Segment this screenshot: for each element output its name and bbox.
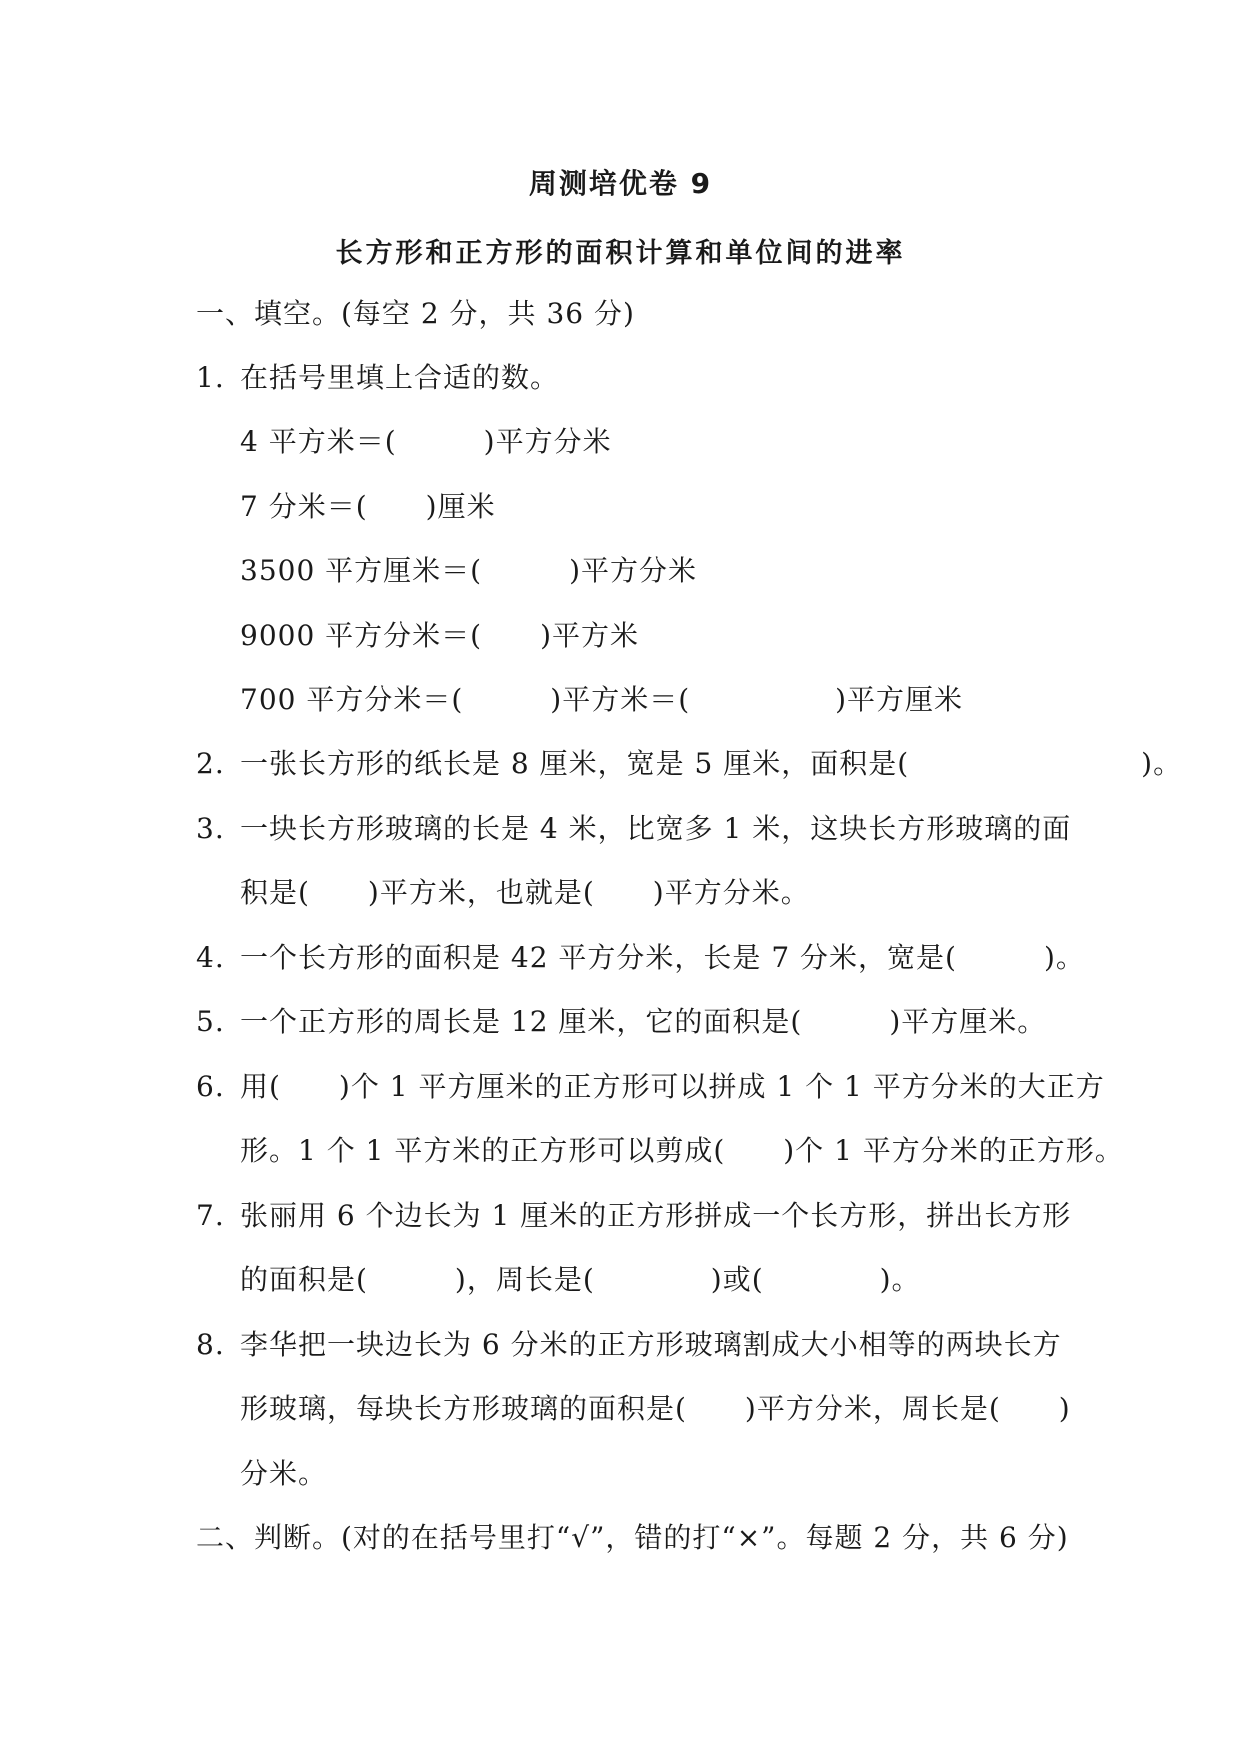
question-number: 2. xyxy=(196,747,225,780)
question-8 xyxy=(196,1325,1062,1365)
question-text: 李华把一块边长为 6 分米的正方形玻璃割成大小相等的两块长方 xyxy=(240,1328,1062,1361)
question-text: 在括号里填上合适的数。 xyxy=(240,361,560,394)
q1-item-4: 9000 平方分米＝( )平方米 xyxy=(240,619,640,652)
question-6-continued: 形。1 个 1 平方米的正方形可以剪成( )个 1 平方分米的正方形。 xyxy=(240,1134,1124,1167)
question-1 xyxy=(196,358,559,398)
question-text: 一个正方形的周长是 12 厘米，它的面积是( )平方厘米。 xyxy=(240,1005,1047,1038)
section-2-heading: 二、判断。(对的在括号里打“√”，错的打“×”。每题 2 分，共 6 分) xyxy=(196,1521,1069,1554)
page-title: 周测培优卷 9 xyxy=(528,167,713,200)
question-text: 一个长方形的面积是 42 平方分米，长是 7 分米，宽是( )。 xyxy=(240,941,1085,974)
page-subtitle: 长方形和正方形的面积计算和单位间的进率 xyxy=(335,238,906,269)
q1-item-1: 4 平方米＝( )平方分米 xyxy=(240,425,612,458)
question-3-continued: 积是( )平方米，也就是( )平方分米。 xyxy=(240,876,810,909)
q1-item-2: 7 分米＝( )厘米 xyxy=(240,490,496,523)
question-7-continued: 的面积是( )，周长是( )或( )。 xyxy=(240,1263,921,1296)
question-2 xyxy=(196,744,1182,784)
question-text: 一张长方形的纸长是 8 厘米，宽是 5 厘米，面积是( )。 xyxy=(240,747,1183,780)
question-number: 6. xyxy=(196,1070,225,1103)
section-1-heading: 一、填空。(每空 2 分，共 36 分) xyxy=(196,297,635,330)
question-number: 4. xyxy=(196,941,225,974)
question-5 xyxy=(196,1002,1046,1042)
question-text: 张丽用 6 个边长为 1 厘米的正方形拼成一个长方形，拼出长方形 xyxy=(240,1199,1072,1232)
question-number: 3. xyxy=(196,812,225,845)
q1-item-3: 3500 平方厘米＝( )平方分米 xyxy=(240,554,698,587)
question-3 xyxy=(196,809,1071,849)
question-number: 1. xyxy=(196,361,225,394)
question-number: 7. xyxy=(196,1199,225,1232)
question-4 xyxy=(196,938,1085,978)
question-6 xyxy=(196,1067,1105,1107)
question-8-continued-2: 分米。 xyxy=(240,1457,328,1490)
question-number: 5. xyxy=(196,1005,225,1038)
question-text: 用( )个 1 平方厘米的正方形可以拼成 1 个 1 平方分米的大正方 xyxy=(240,1070,1105,1103)
question-8-continued: 形玻璃，每块长方形玻璃的面积是( )平方分米，周长是( ) xyxy=(240,1392,1071,1425)
q1-item-5: 700 平方分米＝( )平方米＝( )平方厘米 xyxy=(240,683,964,716)
question-7 xyxy=(196,1196,1071,1236)
question-number: 8. xyxy=(196,1328,225,1361)
question-text: 一块长方形玻璃的长是 4 米，比宽多 1 米，这块长方形玻璃的面 xyxy=(240,812,1072,845)
